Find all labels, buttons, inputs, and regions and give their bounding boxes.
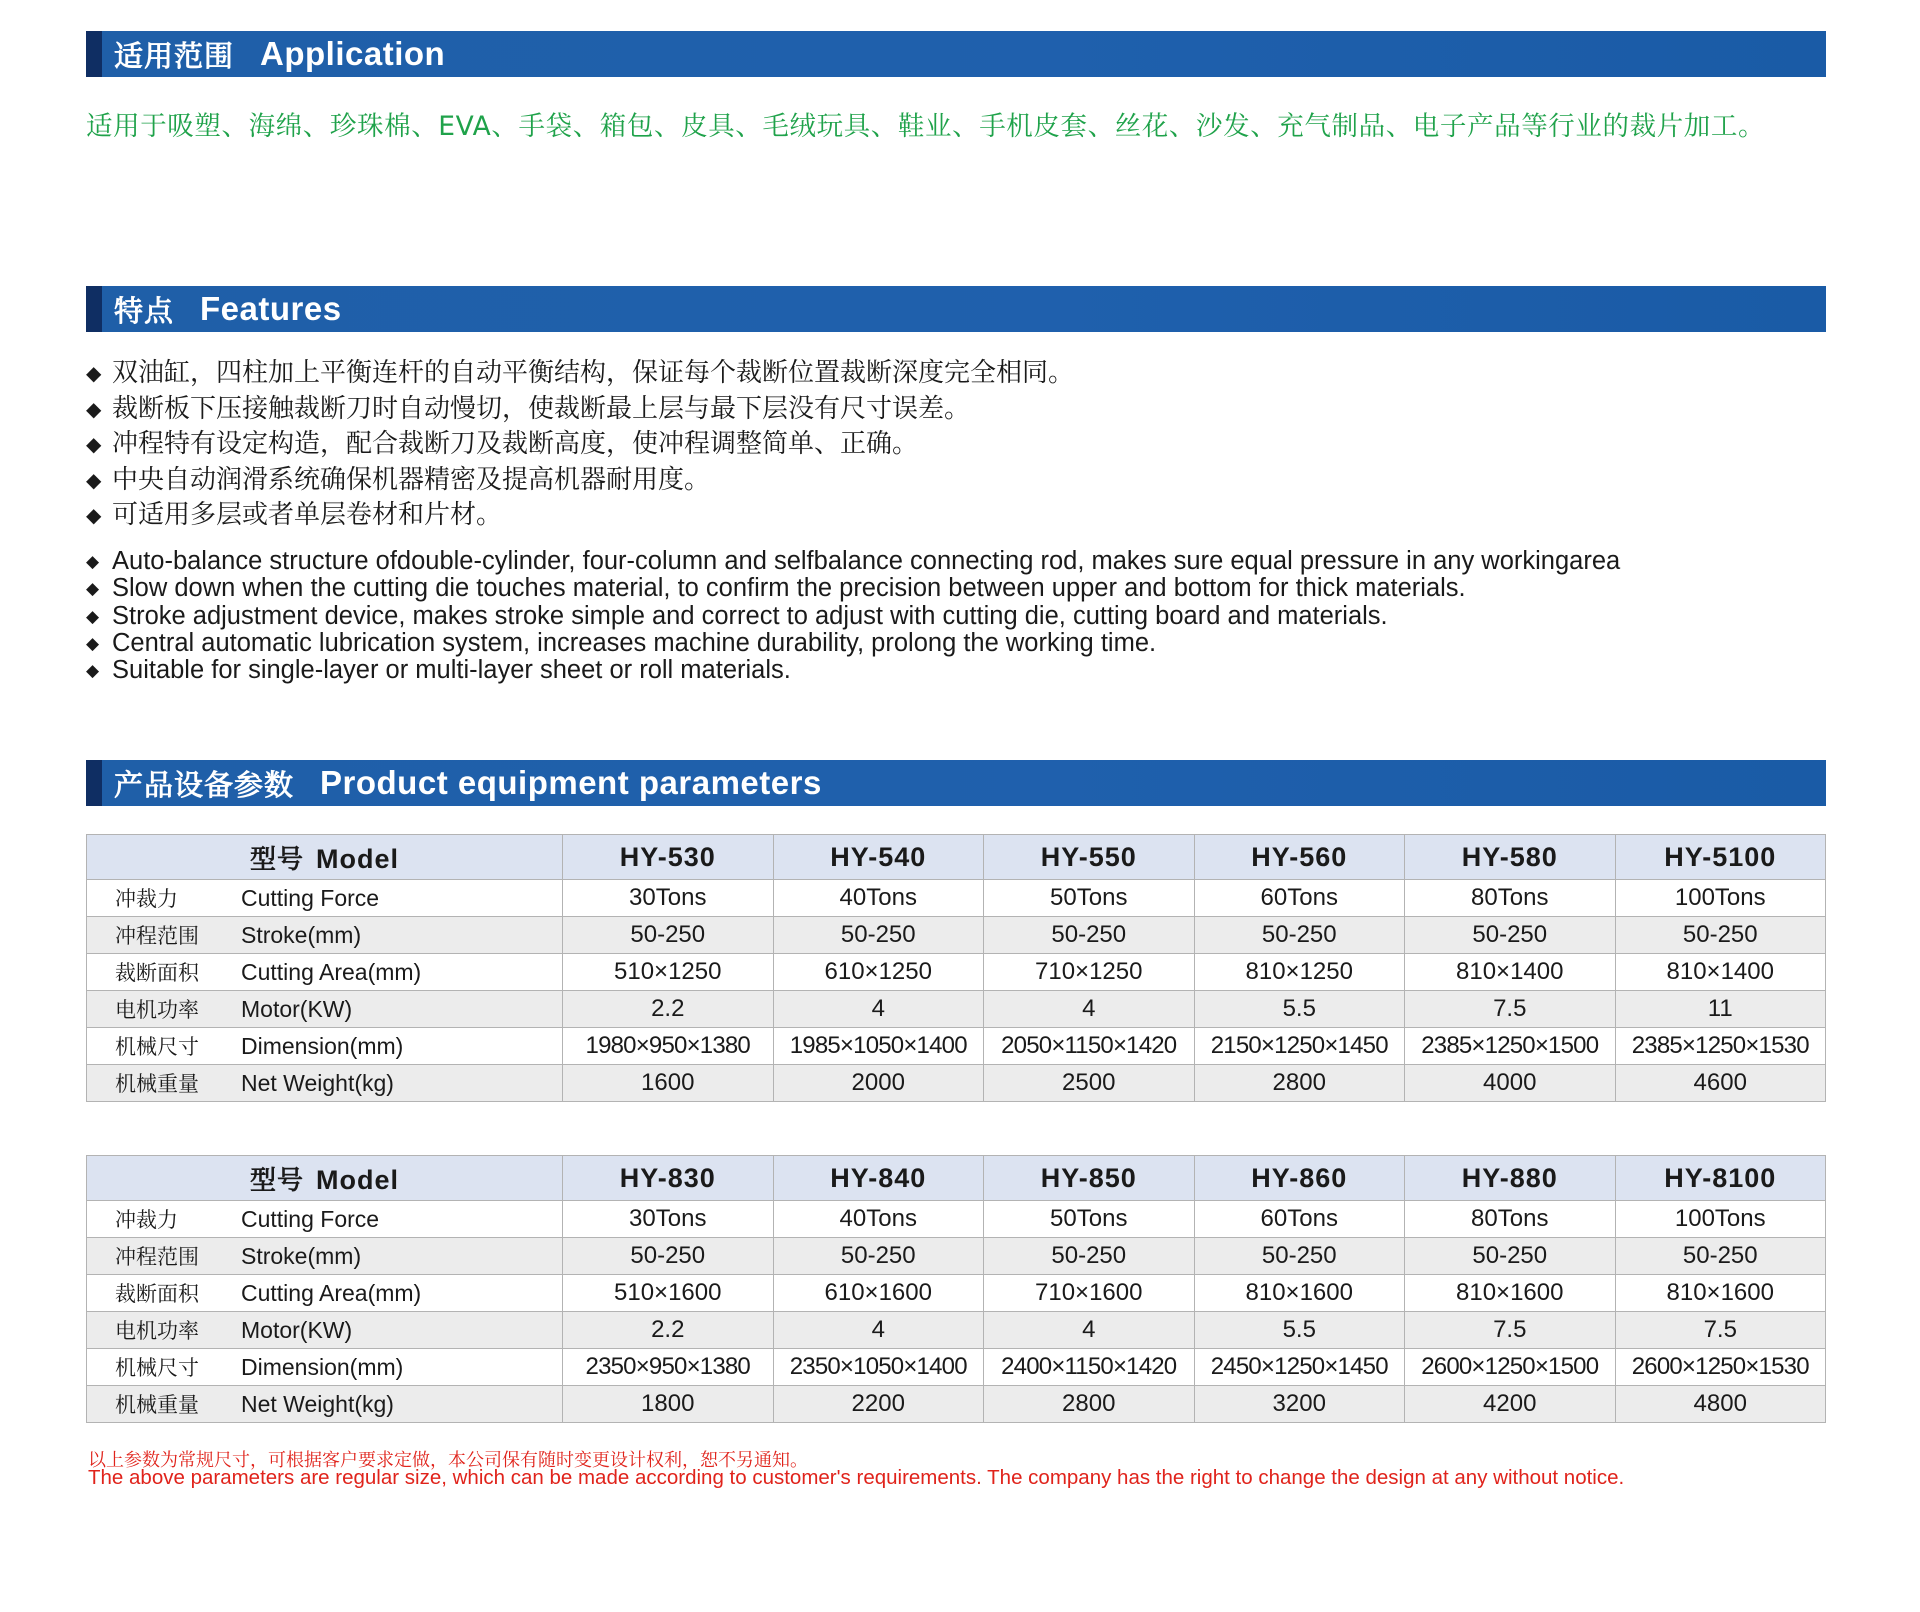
- table-cell: 510×1600: [563, 1275, 774, 1312]
- table-header-row: [87, 835, 1826, 880]
- table-row: [87, 1386, 1826, 1423]
- diamond-bullet-icon: ◆: [86, 361, 102, 385]
- params-table-hy5: [86, 834, 1826, 1102]
- row-label-cell: [87, 1028, 563, 1065]
- table-cell: 2200: [773, 1386, 984, 1423]
- table-cell: 2500: [984, 1065, 1195, 1102]
- diamond-bullet-icon: ◆: [86, 467, 102, 492]
- table-cell: 1985×1050×1400: [773, 1028, 984, 1065]
- feature-text-en: Slow down when the cutting die touches material, to confirm the precision between upper and bottom for thick materials.: [112, 574, 1466, 603]
- table-row: [87, 1349, 1826, 1386]
- table-cell: 5.5: [1194, 1312, 1405, 1349]
- feature-item-en: [86, 548, 1620, 575]
- row-label-zh: 冲程范围: [115, 924, 199, 948]
- feature-item-zh: [86, 463, 1074, 499]
- table-cell: 710×1250: [984, 954, 1195, 991]
- row-label-zh: 机械尺寸: [115, 1035, 199, 1059]
- model-name-cell: HY-540: [773, 835, 984, 880]
- table-cell: 4000: [1405, 1065, 1616, 1102]
- row-label-cell: [87, 991, 563, 1028]
- features-header: [86, 286, 1826, 332]
- table-cell: 60Tons: [1194, 1201, 1405, 1238]
- model-name-cell: HY-8100: [1615, 1156, 1826, 1201]
- table-cell: 50-250: [984, 1238, 1195, 1275]
- table-cell: 50-250: [563, 1238, 774, 1275]
- model-name-cell: HY-840: [773, 1156, 984, 1201]
- table-cell: 4: [773, 991, 984, 1028]
- feature-item-zh: [86, 427, 1074, 463]
- feature-text-zh: 冲程特有设定构造，配合裁断刀及裁断高度，使冲程调整简单、正确。: [112, 429, 919, 459]
- table-row: [87, 1065, 1826, 1102]
- model-name-cell: HY-550: [984, 835, 1195, 880]
- table-cell: 2350×950×1380: [563, 1349, 774, 1386]
- model-name-cell: HY-5100: [1615, 835, 1826, 880]
- model-label-en: Model: [316, 1164, 399, 1195]
- table-cell: 50-250: [563, 917, 774, 954]
- feature-text-en: Central automatic lubrication system, increases machine durability, prolong the working time.: [112, 628, 1157, 657]
- row-label-cell: [87, 954, 563, 991]
- params-table-hy8: [86, 1155, 1826, 1423]
- row-label-zh: 电机功率: [115, 998, 199, 1022]
- table-cell: 40Tons: [773, 1201, 984, 1238]
- table-cell: 2600×1250×1530: [1615, 1349, 1826, 1386]
- table-cell: 4200: [1405, 1386, 1616, 1423]
- params-header: [86, 760, 1826, 806]
- row-label-en: Motor(KW): [241, 996, 353, 1022]
- feature-item-en: [86, 575, 1620, 602]
- table-cell: 1980×950×1380: [563, 1028, 774, 1065]
- diamond-bullet-icon: ◆: [86, 396, 102, 421]
- row-label-cell: [87, 917, 563, 954]
- table-cell: 40Tons: [773, 880, 984, 917]
- table-cell: 810×1600: [1615, 1275, 1826, 1312]
- feature-item-zh: [86, 356, 1074, 392]
- row-label-cell: [87, 1312, 563, 1349]
- table-row: [87, 1238, 1826, 1275]
- table-cell: 50-250: [1615, 917, 1826, 954]
- diamond-bullet-icon: ◆: [86, 432, 102, 456]
- row-label-en: Net Weight(kg): [241, 1391, 394, 1417]
- table-row: [87, 1312, 1826, 1349]
- table-cell: 50-250: [1194, 917, 1405, 954]
- row-label-zh: 冲程范围: [115, 1245, 199, 1269]
- table-cell: 4: [773, 1312, 984, 1349]
- table-cell: 2800: [984, 1386, 1195, 1423]
- table-cell: 2400×1150×1420: [984, 1349, 1195, 1386]
- row-label-en: Cutting Force: [241, 1206, 380, 1232]
- model-name-cell: HY-530: [563, 835, 774, 880]
- table-cell: 2600×1250×1500: [1405, 1349, 1616, 1386]
- model-label-en: Model: [316, 843, 399, 874]
- table-row: [87, 1201, 1826, 1238]
- table-cell: 30Tons: [563, 880, 774, 917]
- row-label-cell: [87, 1386, 563, 1423]
- table-cell: 2050×1150×1420: [984, 1028, 1195, 1065]
- table-cell: 2150×1250×1450: [1194, 1028, 1405, 1065]
- row-label-zh: 冲裁力: [115, 887, 178, 911]
- features-title-zh: 特点: [114, 293, 175, 328]
- table-cell: 50-250: [1615, 1238, 1826, 1275]
- table-cell: 7.5: [1405, 991, 1616, 1028]
- model-label-zh: 型号: [249, 844, 304, 875]
- table-cell: 1600: [563, 1065, 774, 1102]
- table-cell: 810×1600: [1405, 1275, 1616, 1312]
- row-label-en: Cutting Area(mm): [241, 1280, 422, 1306]
- feature-text-zh: 裁断板下压接触裁断刀时自动慢切，使裁断最上层与最下层没有尺寸误差。: [112, 393, 971, 424]
- row-label-en: Stroke(mm): [241, 1243, 362, 1269]
- table-cell: 4600: [1615, 1065, 1826, 1102]
- application-header: [86, 31, 1826, 77]
- feature-text-zh: 可适用多层或者单层卷材和片材。: [112, 500, 503, 530]
- table-cell: 810×1250: [1194, 954, 1405, 991]
- table-cell: 5.5: [1194, 991, 1405, 1028]
- row-label-zh: 机械重量: [115, 1393, 199, 1417]
- feature-text-zh: 双油缸，四柱加上平衡连杆的自动平衡结构，保证每个裁断位置裁断深度完全相同。: [112, 358, 1075, 388]
- model-name-cell: HY-580: [1405, 835, 1616, 880]
- features-list-en: [86, 548, 1620, 684]
- row-label-en: Stroke(mm): [241, 922, 362, 948]
- diamond-bullet-icon: ◆: [86, 552, 100, 571]
- row-label-zh: 机械重量: [115, 1072, 199, 1096]
- row-label-en: Cutting Force: [241, 885, 380, 911]
- table-cell: 30Tons: [563, 1201, 774, 1238]
- row-label-cell: [87, 880, 563, 917]
- model-name-cell: HY-860: [1194, 1156, 1405, 1201]
- feature-text-en: Suitable for single-layer or multi-layer sheet or roll materials.: [112, 656, 791, 685]
- model-name-cell: HY-880: [1405, 1156, 1616, 1201]
- table-cell: 2385×1250×1500: [1405, 1028, 1616, 1065]
- table-cell: 1800: [563, 1386, 774, 1423]
- table-cell: 11: [1615, 991, 1826, 1028]
- feature-text-en: Stroke adjustment device, makes stroke simple and correct to adjust with cutting die, cutting board and materials.: [112, 601, 1388, 630]
- row-label-zh: 电机功率: [115, 1319, 199, 1343]
- application-text: 适用于吸塑、海绵、珍珠棉、EVA、手袋、箱包、皮具、毛绒玩具、鞋业、手机皮套、丝花、沙发、充气制品、电子产品等行业的裁片加工。: [86, 111, 1766, 142]
- table-cell: 50-250: [984, 917, 1195, 954]
- application-title-zh: 适用范围: [114, 38, 235, 73]
- table-cell: 2.2: [563, 1312, 774, 1349]
- table-cell: 4: [984, 991, 1195, 1028]
- application-title-en: Application: [260, 35, 446, 72]
- model-name-cell: HY-830: [563, 1156, 774, 1201]
- table-row: [87, 880, 1826, 917]
- table-cell: 7.5: [1615, 1312, 1826, 1349]
- feature-item-zh: [86, 498, 1074, 534]
- row-label-en: Net Weight(kg): [241, 1070, 394, 1096]
- table-cell: 2.2: [563, 991, 774, 1028]
- row-label-cell: [87, 1349, 563, 1386]
- feature-item-en: [86, 657, 1620, 684]
- table-row: [87, 1275, 1826, 1312]
- row-label-cell: [87, 1201, 563, 1238]
- table-cell: 810×1400: [1405, 954, 1616, 991]
- table-row: [87, 954, 1826, 991]
- table-cell: 50Tons: [984, 880, 1195, 917]
- diamond-bullet-icon: ◆: [86, 606, 100, 626]
- features-title-en: Features: [200, 290, 342, 327]
- features-list-zh: [86, 356, 1074, 534]
- diamond-bullet-icon: ◆: [86, 579, 100, 599]
- row-label-zh: 机械尺寸: [115, 1356, 199, 1380]
- params-title-en: Product equipment parameters: [320, 764, 822, 801]
- disclaimer-zh: 以上参数为常规尺寸，可根据客户要求定做，本公司保有随时变更设计权利，恕不另通知。: [88, 1450, 808, 1471]
- table-cell: 100Tons: [1615, 880, 1826, 917]
- table-cell: 80Tons: [1405, 880, 1616, 917]
- table-cell: 7.5: [1405, 1312, 1616, 1349]
- model-name-cell: HY-850: [984, 1156, 1195, 1201]
- table-row: [87, 917, 1826, 954]
- table-cell: 100Tons: [1615, 1201, 1826, 1238]
- table-cell: 4: [984, 1312, 1195, 1349]
- model-name-cell: HY-560: [1194, 835, 1405, 880]
- diamond-bullet-icon: ◆: [86, 503, 102, 527]
- table-cell: 4800: [1615, 1386, 1826, 1423]
- table-cell: 710×1600: [984, 1275, 1195, 1312]
- table-cell: 810×1400: [1615, 954, 1826, 991]
- table-cell: 610×1600: [773, 1275, 984, 1312]
- params-title-zh: 产品设备参数: [114, 767, 295, 802]
- row-label-cell: [87, 1065, 563, 1102]
- row-label-cell: [87, 1238, 563, 1275]
- table-cell: 50-250: [1405, 917, 1616, 954]
- row-label-en: Motor(KW): [241, 1317, 353, 1343]
- table-row: [87, 1028, 1826, 1065]
- table-cell: 2000: [773, 1065, 984, 1102]
- table-cell: 2800: [1194, 1065, 1405, 1102]
- row-label-cell: [87, 1275, 563, 1312]
- model-label-zh: 型号: [249, 1165, 304, 1196]
- feature-item-en: [86, 630, 1620, 657]
- table-cell: 810×1600: [1194, 1275, 1405, 1312]
- feature-item-zh: [86, 392, 1074, 428]
- table-cell: 80Tons: [1405, 1201, 1616, 1238]
- table-cell: 2350×1050×1400: [773, 1349, 984, 1386]
- table-cell: 60Tons: [1194, 880, 1405, 917]
- diamond-bullet-icon: ◆: [86, 661, 100, 681]
- model-header-cell: [87, 1156, 563, 1201]
- row-label-zh: 冲裁力: [115, 1208, 178, 1232]
- table-cell: 50-250: [1405, 1238, 1616, 1275]
- feature-item-en: [86, 603, 1620, 630]
- table-header-row: [87, 1156, 1826, 1201]
- table-cell: 3200: [1194, 1386, 1405, 1423]
- table-cell: 50-250: [773, 917, 984, 954]
- model-header-cell: [87, 835, 563, 880]
- table-cell: 50Tons: [984, 1201, 1195, 1238]
- table-row: [87, 991, 1826, 1028]
- row-label-zh: 裁断面积: [115, 961, 199, 985]
- row-label-en: Dimension(mm): [241, 1354, 404, 1380]
- table-cell: 610×1250: [773, 954, 984, 991]
- table-cell: 50-250: [1194, 1238, 1405, 1275]
- feature-text-zh: 中央自动润滑系统确保机器精密及提高机器耐用度。: [112, 464, 711, 495]
- table-cell: 2450×1250×1450: [1194, 1349, 1405, 1386]
- feature-text-en: Auto-balance structure ofdouble-cylinder, four-column and selfbalance connecting rod, makes sure equal pressure in any workingarea: [112, 547, 1621, 575]
- disclaimer-en: The above parameters are regular size, which can be made according to customer's requirements. The company has the right to change the design at any without notice.: [88, 1466, 1625, 1489]
- row-label-en: Dimension(mm): [241, 1033, 404, 1059]
- row-label-zh: 裁断面积: [115, 1282, 199, 1306]
- table-cell: 510×1250: [563, 954, 774, 991]
- diamond-bullet-icon: ◆: [86, 633, 100, 653]
- row-label-en: Cutting Area(mm): [241, 959, 422, 985]
- table-cell: 2385×1250×1530: [1615, 1028, 1826, 1065]
- table-cell: 50-250: [773, 1238, 984, 1275]
